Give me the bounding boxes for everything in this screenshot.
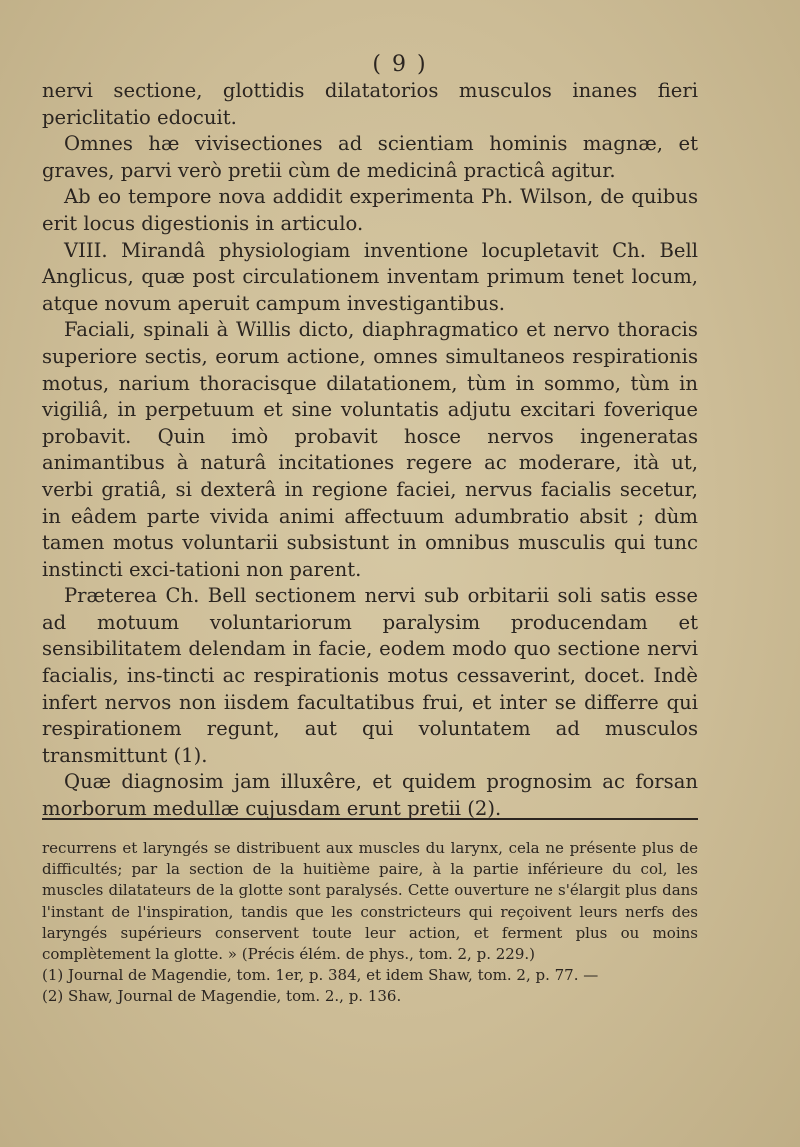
paragraph-5: Faciali, spinali à Willis dicto, diaphragmatico et nervo thoracis superiore sectis, eorum actione, omnes simultaneos respirationis motus, narium thoracisque dilatationem, tùm in sommo, tùm in vigiliâ, in perpetuum et sine voluntatis adjutu excitari foverique probavit. Quin imò probavit hosce nervos ingeneratas animantibus à naturâ incitationes regere ac moderare, ità ut, verbi gratiâ, si dexterâ in regione faciei, nervus facialis secetur, in eâdem parte vivida animi affectuum adumbratio absit ; dùm tamen motus voluntarii subsistunt in omnibus musculis qui tunc instincti exci-tationi non parent. bbox=[42, 318, 698, 581]
page-number: ( 9 ) bbox=[372, 52, 428, 77]
footnote-1: (1) Journal de Magendie, tom. 1er, p. 384, et idem Shaw, tom. 2, p. 77. — bbox=[42, 966, 599, 985]
paragraph-7: Quæ diagnosim jam illuxêre, et quidem prognosim ac forsan morborum medullæ cujusdam erunt pretii (2). bbox=[42, 770, 698, 821]
footnotes bbox=[42, 838, 698, 1008]
paragraph-2: Omnes hæ vivisectiones ad scientiam hominis magnæ, et graves, parvi verò pretii cùm de medicinâ practicâ agitur. bbox=[42, 132, 698, 182]
paragraph-4: VIII. Mirandâ physiologiam inventione locupletavit Ch. Bell Anglicus, quæ post circulationem inventam primum tenet locum, atque novum aperuit campum investigantibus. bbox=[42, 238, 698, 315]
paragraph-6: Præterea Ch. Bell sectionem nervi sub orbitarii soli satis esse ad motuum voluntariorum paralysim producendam et sensibilitatem delendam in facie, eodem modo quo sectione nervi facialis, ins-tincti ac respirationis motus cessaverint, docet. Indè infert nervos non iisdem facultatibus frui, et inter se differre qui respirationem regunt, aut qui voluntatem ad musculos transmittunt (1). bbox=[42, 584, 698, 767]
footnote-continuation: recurrens et laryngés se distribuent aux muscles du larynx, cela ne présente plus de difficultés; par la section de la huitième paire, à la partie inférieure du col, les muscles dilatateurs de la glotte sont paralysés. Cette ouverture ne s'élargit plus dans l'instant de l'inspiration, tandis que les constricteurs qui reçoivent leurs nerfs des laryngés supérieurs conservent toute leur action, et ferment plus ou moins complètement la glotte. » (Précis élém. de phys., tom. 2, p. 229.) bbox=[42, 839, 698, 964]
footnote-2: (2) Shaw, Journal de Magendie, tom. 2., p. 136. bbox=[42, 987, 402, 1006]
paragraph-1: nervi sectione, glottidis dilatatorios musculos inanes fieri periclitatio edocuit. bbox=[42, 79, 698, 129]
footnote-divider bbox=[42, 818, 698, 820]
paragraph-3: Ab eo tempore nova addidit experimenta Ph. Wilson, de quibus erit locus digestionis in articulo. bbox=[42, 185, 698, 235]
main-text bbox=[42, 78, 698, 823]
